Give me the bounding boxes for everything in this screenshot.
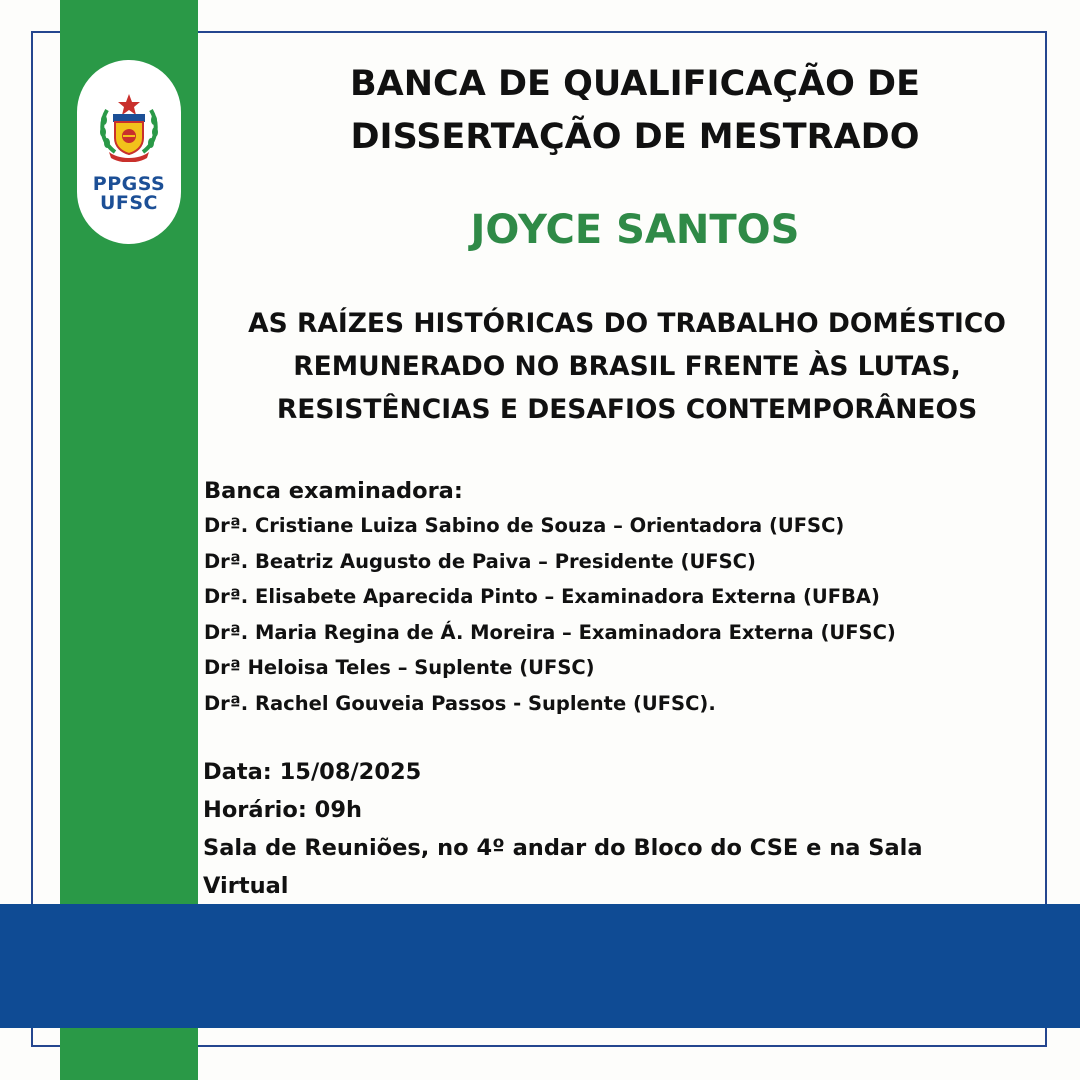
thesis-line-2: REMUNERADO NO BRASIL FRENTE ÀS LUTAS,: [293, 351, 961, 382]
ufsc-coat-of-arms-icon: [97, 92, 161, 162]
event-place-line-1: Sala de Reuniões, no 4º andar do Bloco do CSE e na Sala: [203, 835, 923, 861]
title-line-1: BANCA DE QUALIFICAÇÃO DE: [349, 64, 921, 104]
committee-section: [204, 474, 1034, 721]
event-date: Data: 15/08/2025: [203, 759, 422, 785]
logo-text-ppgss: PPGSS: [92, 173, 166, 195]
blue-bottom-band: [0, 904, 1080, 1028]
logo-text-ufsc: UFSC: [99, 192, 159, 214]
committee-member: Drª. Rachel Gouveia Passos - Suplente (UFSC).: [204, 691, 716, 715]
candidate-name: JOYCE SANTOS: [470, 207, 800, 253]
thesis-line-1: AS RAÍZES HISTÓRICAS DO TRABALHO DOMÉSTICO: [248, 308, 1006, 339]
committee-member: Drª Heloisa Teles – Suplente (UFSC): [204, 656, 595, 679]
event-place-line-2: Virtual: [203, 873, 289, 899]
thesis-line-3: RESISTÊNCIAS E DESAFIOS CONTEMPORÂNEOS: [276, 394, 978, 425]
committee-member: Drª. Cristiane Luiza Sabino de Souza – Orientadora (UFSC): [204, 514, 845, 537]
committee-member: Drª. Elisabete Aparecida Pinto – Examinadora Externa (UFBA): [204, 585, 880, 608]
page-title: [230, 58, 1040, 164]
committee-member: Drª. Beatriz Augusto de Paiva – Presidente (UFSC): [204, 549, 756, 573]
committee-heading: Banca examinadora:: [204, 478, 463, 504]
committee-member: Drª. Maria Regina de Á. Moreira – Examinadora Externa (UFSC): [204, 620, 896, 644]
ppgss-logo: [77, 60, 181, 244]
event-time: Horário: 09h: [203, 797, 362, 823]
title-line-2: DISSERTAÇÃO DE MESTRADO: [350, 117, 920, 157]
thesis-title: [222, 302, 1032, 431]
event-details: [203, 753, 1003, 905]
